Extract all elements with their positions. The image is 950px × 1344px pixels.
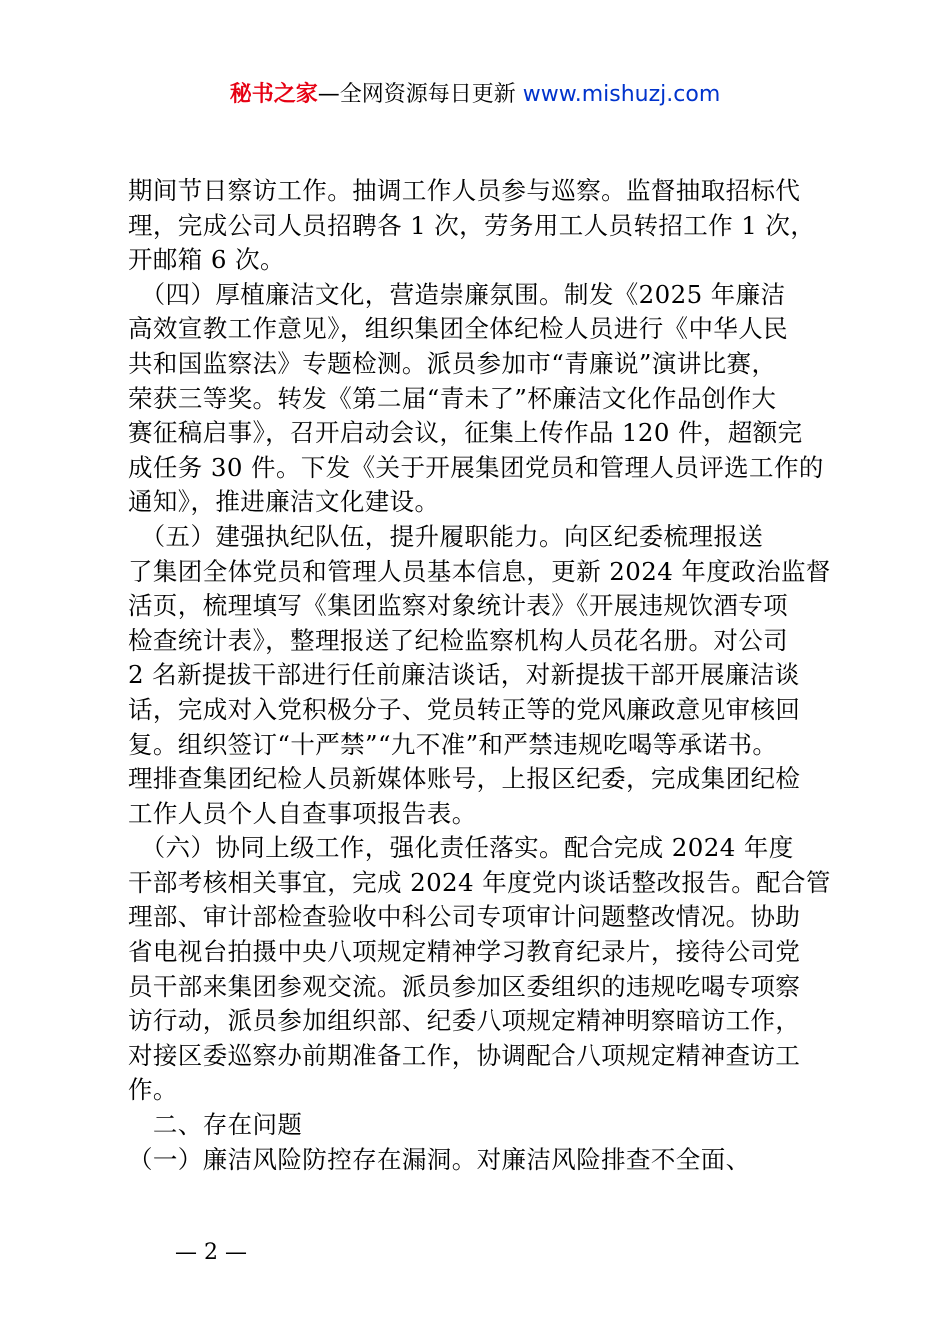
- body-line: 作。: [128, 1075, 178, 1105]
- site-brand: 秘书之家: [229, 82, 318, 107]
- body-line: 工作人员个人自查事项报告表。: [128, 798, 477, 828]
- body-line: 复。组织签订“十严禁”“九不准”和严禁违规吃喝等承诺书。: [128, 729, 778, 759]
- body-line: 对接区委巡察办前期准备工作，协调配合八项规定精神查访工: [128, 1040, 801, 1070]
- body-line: 荣获三等奖。转发《第二届“青未了”杯廉洁文化作品创作大: [128, 383, 777, 413]
- body-line: 成任务 30 件。下发《关于开展集团党员和管理人员评选工作的: [128, 452, 824, 482]
- body-line: （四）厚植廉洁文化，营造崇廉氛围。制发《2025 年廉洁: [128, 279, 786, 309]
- page-header: [0, 78, 950, 112]
- page-number: — 2 —: [175, 1240, 247, 1265]
- body-line: （六）协同上级工作，强化责任落实。配合完成 2024 年度: [128, 833, 794, 863]
- document-body: [128, 174, 834, 1177]
- site-tagline: —全网资源每日更新: [317, 82, 523, 107]
- body-line: （五）建强执纪队伍，提升履职能力。向区纪委梳理报送: [128, 521, 764, 551]
- body-line: 员干部来集团参观交流。派员参加区委组织的违规吃喝专项察: [128, 971, 801, 1001]
- body-line: 活页，梳理填写《集团监察对象统计表》《开展违规饮酒专项: [128, 591, 789, 621]
- body-line: 省电视台拍摄中央八项规定精神学习教育纪录片，接待公司党: [128, 937, 801, 967]
- body-line: 访行动，派员参加组织部、纪委八项规定精神明察暗访工作，: [128, 1006, 801, 1036]
- body-line: 理，完成公司人员招聘各 1 次，劳务用工人员转招工作 1 次，: [128, 210, 816, 240]
- body-line: 话，完成对入党积极分子、党员转正等的党风廉政意见审核回: [128, 694, 801, 724]
- body-line: 干部考核相关事宜，完成 2024 年度党内谈话整改报告。配合管: [128, 867, 831, 897]
- body-line: 通知》，推进廉洁文化建设。: [128, 487, 440, 517]
- body-line: 期间节日察访工作。抽调工作人员参与巡察。监督抽取招标代: [128, 176, 801, 205]
- body-line: 高效宣教工作意见》，组织集团全体纪检人员进行《中华人民: [128, 314, 789, 344]
- section-heading: 二、存在问题: [128, 1110, 303, 1140]
- body-line: 共和国监察法》专题检测。派员参加市“青廉说”演讲比赛，: [128, 348, 777, 378]
- body-line: 2 名新提拔干部进行任前廉洁谈话，对新提拔干部开展廉洁谈: [128, 660, 800, 690]
- body-line: 理部、审计部检查验收中科公司专项审计问题整改情况。协助: [128, 902, 801, 932]
- body-line: 了集团全体党员和管理人员基本信息，更新 2024 年度政治监督: [128, 556, 831, 586]
- body-line: （一）廉洁风险防控存在漏洞。对廉洁风险排查不全面、: [128, 1144, 751, 1174]
- body-line: 赛征稿启事》，召开启动会议，征集上传作品 120 件，超额完: [128, 418, 803, 448]
- body-line: 理排查集团纪检人员新媒体账号，上报区纪委，完成集团纪检: [128, 764, 801, 794]
- body-line: 开邮箱 6 次。: [128, 245, 285, 275]
- site-url-link[interactable]: www.mishuzj.com: [522, 82, 721, 107]
- body-line: 检查统计表》，整理报送了纪检监察机构人员花名册。对公司: [128, 625, 789, 655]
